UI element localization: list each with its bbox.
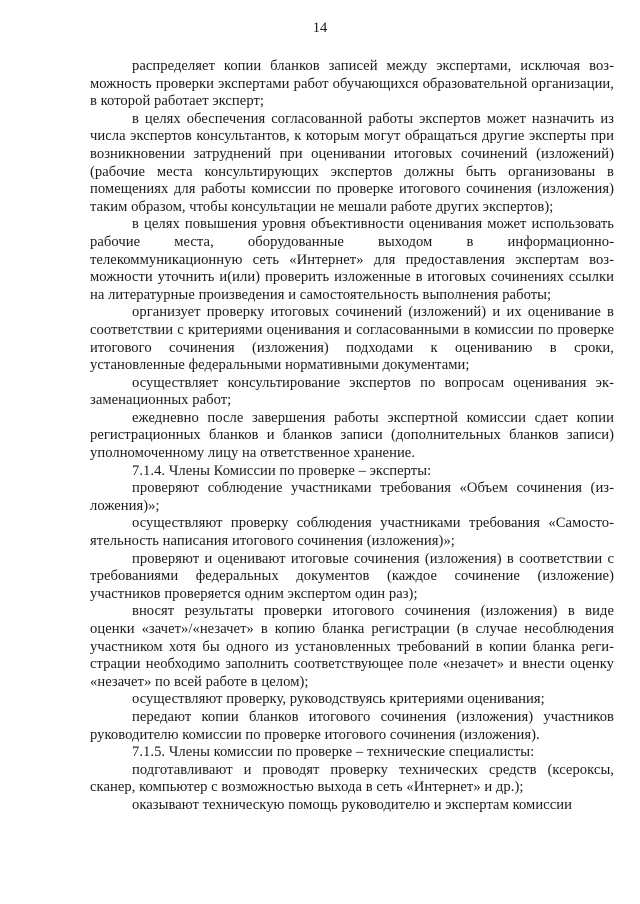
page-number: 14 [312,20,328,36]
paragraph: вносят результаты проверки итогового сочинения (изложения) в виде оценки «зачет»/«незачет» в копию бланка регистрации (в случае несоблюдения участником хотя бы одного из установленных требований в копии бланка регистрации необходимо заполнить соответствующее поле «незачет» и внести оценку «незачет» по всей работе в целом); [90,603,614,690]
paragraph: осуществляют проверку соблюдения участниками требования «Самостоятельность написания итогового сочинения (изложения)»; [90,515,614,550]
document-body [90,58,614,815]
paragraph: передают копии бланков итогового сочинения (изложения) участников руководителю комиссии по проверке итогового сочинения (изложения). [90,708,614,743]
paragraph: подготавливают и проводят проверку технических средств (ксероксы, сканер, компьютер с возможностью выхода в сеть «Интернет» и др.); [90,761,614,796]
paragraph: осуществляют проверку, руководствуясь критериями оценивания; [132,691,545,708]
paragraph: проверяют и оценивают итоговые сочинения (изложения) в соответствии с требованиями федеральных документов (каждое сочинение (изложение) участников проверяется одним экспертом один раз); [90,550,614,602]
paragraph: ежедневно после завершения работы экспертной комиссии сдает копии регистрационных бланков и бланков записи (дополнительных бланков записи) уполномоченному лицу на ответственное хранение. [90,409,614,462]
paragraph: проверяют соблюдение участниками требования «Объем сочинения (изложения)»; [90,480,614,514]
paragraph: осуществляет консультирование экспертов по вопросам оценивания экзаменационных работ; [90,374,614,409]
paragraph: в целях обеспечения согласованной работы экспертов может назначить из числа экспертов консультантов, к которым могут обращаться другие эксперты при возникновении затруднений при оценивании итоговых сочинений (изложений) (рабочие места консультирующих экспертов должны быть организованы в помещениях для работы комиссии по проверке итогового сочинения (изложения) таким образом, чтобы консультации не мешали работе других экспертов); [90,110,614,215]
paragraph: распределяет копии бланков записей между экспертами, исключая возможность проверки экспертами работ обучающихся образовательной организации, в которой работает эксперт; [90,58,614,110]
paragraph: оказывают техническую помощь руководителю и экспертам комиссии [132,796,572,813]
paragraph: организует проверку итоговых сочинений (изложений) и их оценивание в соответствии с критериями оценивания и согласованными в комиссии по проверке итогового сочинения (изложения) подходами к оцениванию в сроки, установленные федеральными нормативными документами; [90,304,614,374]
paragraph: в целях повышения уровня объективности оценивания может использовать рабочие места, оборудованные выходом в информационно-телекоммуникационную сеть «Интернет» для предоставления экспертам возможности уточнить и(или) проверить изложенные в итоговых сочинениях ссылки на литературные произведения и самостоятельность выполнения работы; [90,216,614,303]
section-heading: 7.1.4. Члены Комиссии по проверке – эксперты: [132,462,432,479]
section-heading: 7.1.5. Члены комиссии по проверке – технические специалисты: [132,744,535,761]
